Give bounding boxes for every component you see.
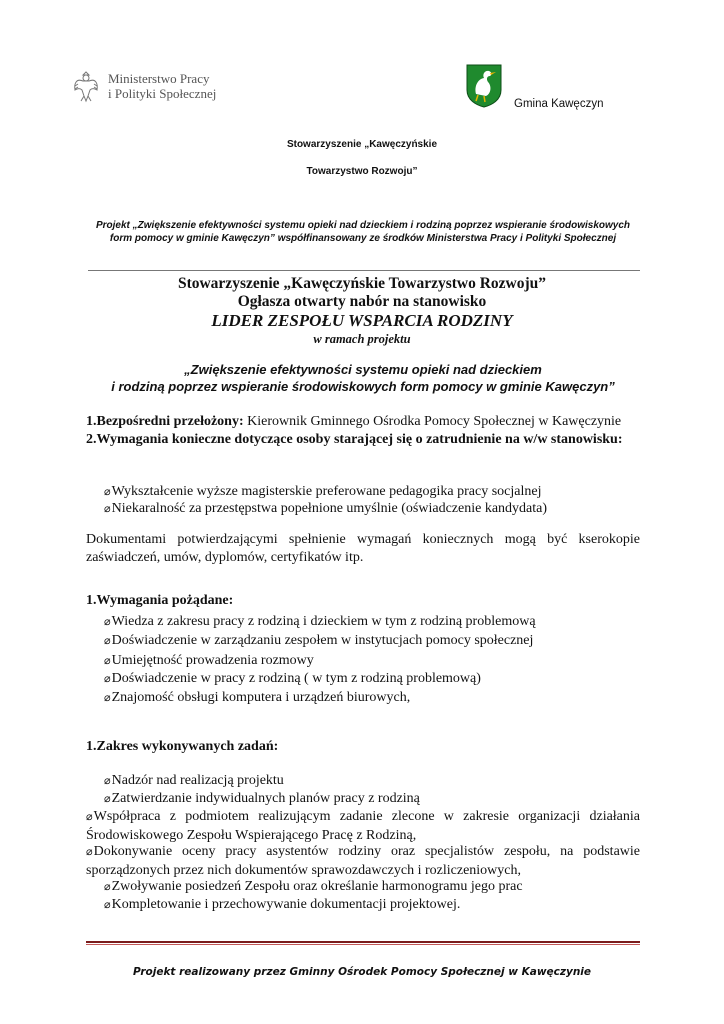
supervisor-section	[86, 413, 640, 448]
organization-line2: Towarzystwo Rozwoju”	[306, 166, 418, 177]
list-item: ⌀Dokonywanie oceny pracy asystentów rodziny oraz specjalistów zespołu, na podstawie sporządzonych przez nich dokumentów sprawozdawczych i rozliczeniowych,	[86, 844, 640, 878]
bullet-icon: ⌀	[104, 486, 111, 498]
bullet-icon: ⌀	[104, 635, 111, 647]
bullet-icon: ⌀	[104, 673, 111, 685]
position-title: LIDER ZESPOŁU WSPARCIA RODZINY	[211, 311, 513, 330]
announcement-intro: Ogłasza otwarty nabór na stanowisko	[237, 293, 487, 310]
ministry-name-line1: Ministerstwo Pracy	[108, 71, 210, 86]
project-title-line1: „Zwiększenie efektywności systemu opieki nad dzieckiem	[184, 362, 542, 377]
supervisor-line	[86, 413, 640, 431]
list-item: ⌀Nadzór nad realizacją projektu	[104, 773, 284, 788]
ministry-name-line2: i Polityki Społecznej	[108, 86, 217, 101]
bullet-icon: ⌀	[104, 881, 111, 893]
list-item: ⌀Doświadczenie w pracy z rodziną ( w tym z rodziną problemową)	[104, 671, 481, 686]
organization-line1: Stowarzyszenie „Kawęczyńskie	[286, 139, 438, 150]
documents-paragraph: Dokumentami potwierdzającymi spełnienie wymagań koniecznych mogą być kserokopie zaświadczeń, umów, dyplomów, certyfikatów itp.	[86, 532, 640, 565]
ministry-logo	[72, 66, 232, 106]
footer-text: Projekt realizowany przez Gminny Ośrodek Pomocy Społecznej w Kawęczynie	[132, 966, 592, 978]
bullet-icon: ⌀	[104, 655, 111, 667]
list-item: ⌀Zatwierdzanie indywidualnych planów pracy z rodziną	[104, 791, 420, 806]
bullet-icon: ⌀	[104, 616, 111, 628]
desired-heading: 1.Wymagania pożądane:	[86, 593, 234, 608]
announcement-organization: Stowarzyszenie „Kawęczyńskie Towarzystwo Rozwoju”	[177, 275, 547, 292]
list-item: ⌀Wiedza z zakresu pracy z rodziną i dzieckiem w tym z rodziną problemową	[104, 614, 536, 629]
supervisor-label: 1.Bezpośredni przełożony:	[86, 414, 244, 429]
coat-of-arms-icon	[466, 64, 502, 108]
bullet-icon: ⌀	[104, 899, 111, 911]
bullet-icon: ⌀	[104, 503, 111, 515]
footer-divider-accent	[86, 944, 640, 945]
project-title-line2: i rodziną poprzez wspieranie środowiskowych form pomocy w gminie Kawęczyn”	[111, 379, 615, 394]
list-item: ⌀Znajomość obsługi komputera i urządzeń biurowych,	[104, 690, 411, 705]
list-item: ⌀Zwoływanie posiedzeń Zespołu oraz określanie harmonogramu jego prac	[104, 879, 523, 894]
header-divider	[88, 270, 640, 271]
supervisor-value: Kierownik Gminnego Ośrodka Pomocy Społecznej w Kawęczynie	[243, 414, 622, 429]
bullet-icon: ⌀	[86, 846, 93, 858]
bullet-icon: ⌀	[86, 811, 93, 823]
bullet-icon: ⌀	[104, 775, 111, 787]
list-item: ⌀Kompletowanie i przechowywanie dokumentacji projektowej.	[104, 897, 461, 912]
project-title	[86, 361, 640, 395]
within-project: w ramach projektu	[313, 332, 411, 346]
list-item: ⌀Współpraca z podmiotem realizującym zadanie zlecone w zakresie organizacji działania Środowiskowego Zespołu Wspierającego Pracę z Rodziną,	[86, 809, 640, 843]
tasks-heading: 1.Zakres wykonywanych zadań:	[86, 739, 279, 754]
list-item: ⌀Doświadczenie w zarządzaniu zespołem w instytucjach pomocy społecznej	[104, 633, 534, 648]
eagle-emblem-icon	[72, 68, 100, 104]
bullet-icon: ⌀	[104, 692, 111, 704]
bullet-icon: ⌀	[104, 793, 111, 805]
required-heading: 2.Wymagania konieczne dotyczące osoby starającej się o zatrudnienie na w/w stanowisku:	[86, 431, 623, 447]
gmina-logo	[466, 64, 666, 114]
footer-divider	[86, 941, 640, 943]
list-item: ⌀Niekaralność za przestępstwa popełnione umyślnie (oświadczenie kandydata)	[104, 501, 548, 516]
project-header: Projekt „Zwiększenie efektywności systemu opieki nad dzieckiem i rodziną poprzez wspieranie środowiskowych form pomocy w gminie Kawęczyn” współfinansowany ze środków Ministerstwa Pracy i Polityki Społecznej	[95, 220, 631, 244]
list-item: ⌀Umiejętność prowadzenia rozmowy	[104, 653, 314, 668]
list-item: ⌀Wykształcenie wyższe magisterskie preferowane pedagogika pracy socjalnej	[104, 484, 542, 499]
gmina-name: Gmina Kawęczyn	[514, 98, 604, 110]
